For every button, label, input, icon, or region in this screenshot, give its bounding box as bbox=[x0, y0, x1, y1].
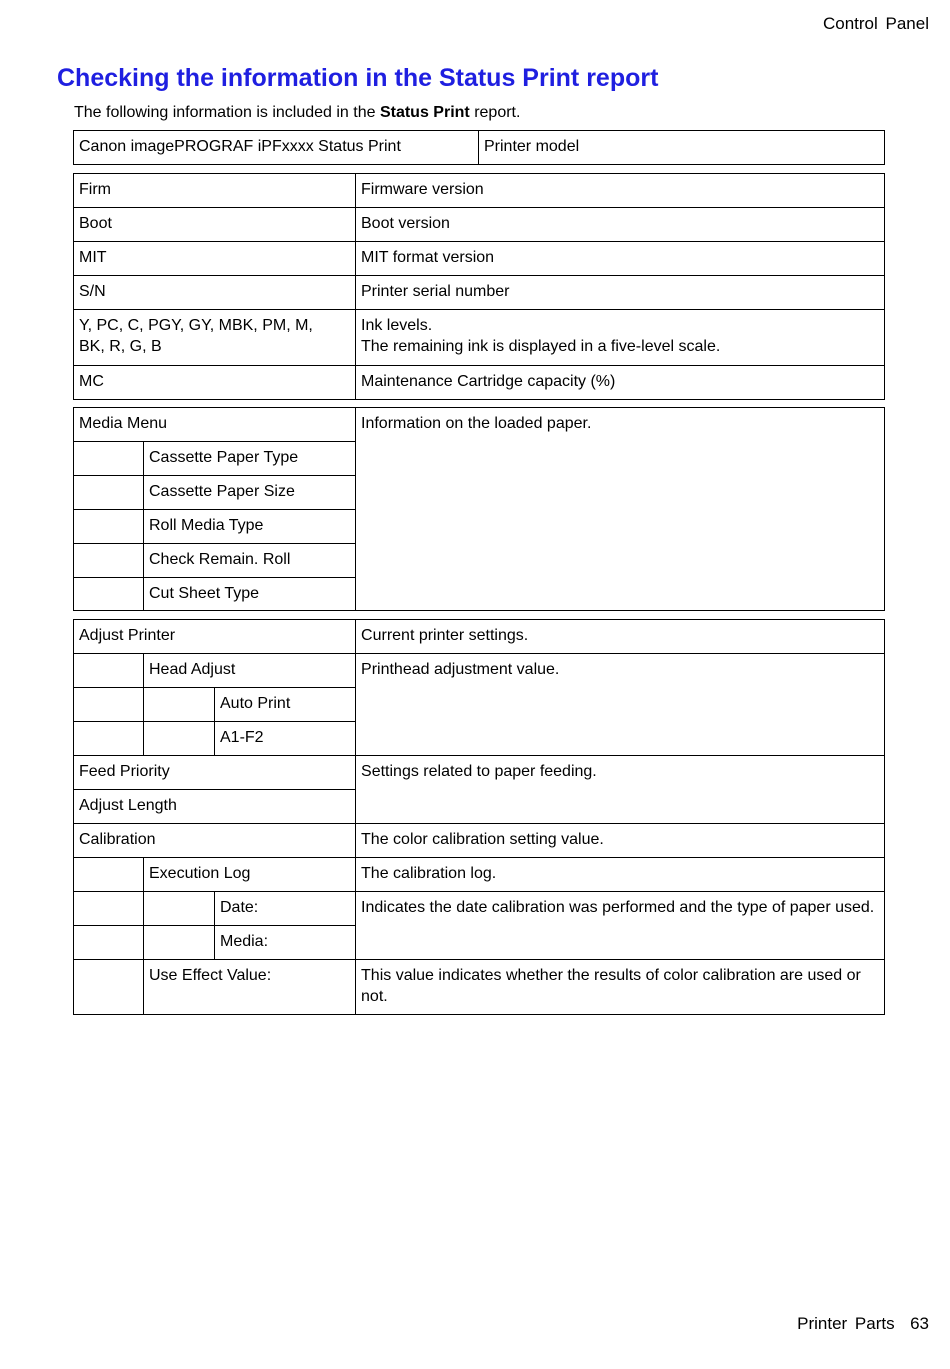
table-cell-label: Boot bbox=[74, 208, 356, 242]
indent-cell bbox=[74, 688, 144, 722]
indent-cell bbox=[144, 688, 215, 722]
table-cell-label: Y, PC, C, PGY, GY, MBK, PM, M, BK, R, G, B bbox=[74, 310, 356, 366]
media-table bbox=[73, 407, 885, 611]
model-table bbox=[73, 130, 885, 165]
calibration-desc: The color calibration setting value. bbox=[356, 824, 885, 858]
indent-cell bbox=[74, 960, 144, 1015]
model-label: Canon imagePROGRAF iPFxxxx Status Print bbox=[74, 131, 479, 165]
indent-cell bbox=[144, 722, 215, 756]
adjust-printer-desc: Current printer settings. bbox=[356, 620, 885, 654]
table-cell-label: MC bbox=[74, 366, 356, 400]
intro-text-before: The following information is included in the bbox=[74, 104, 380, 121]
indent-cell bbox=[74, 544, 144, 578]
adjust-table bbox=[73, 619, 885, 1015]
feed-priority-desc: Settings related to paper feeding. bbox=[356, 756, 885, 824]
calibration-label: Calibration bbox=[74, 824, 356, 858]
media-item: Cassette Paper Size bbox=[144, 476, 356, 510]
indent-cell bbox=[74, 858, 144, 892]
running-header: Control Panel bbox=[822, 14, 929, 33]
date-desc: Indicates the date calibration was performed and the type of paper used. bbox=[356, 892, 885, 960]
adjust-length-label: Adjust Length bbox=[74, 790, 356, 824]
model-desc: Printer model bbox=[479, 131, 885, 165]
media-menu-desc: Information on the loaded paper. bbox=[356, 408, 885, 611]
media-item: Roll Media Type bbox=[144, 510, 356, 544]
a1-f2-label: A1-F2 bbox=[215, 722, 356, 756]
version-table bbox=[73, 173, 885, 400]
adjust-printer-label: Adjust Printer bbox=[74, 620, 356, 654]
table-cell-desc: MIT format version bbox=[356, 242, 885, 276]
footer-section: Printer Parts bbox=[797, 1314, 895, 1333]
indent-cell bbox=[144, 926, 215, 960]
indent-cell bbox=[74, 510, 144, 544]
media-label: Media: bbox=[215, 926, 356, 960]
table-cell-desc: Firmware version bbox=[356, 174, 885, 208]
page-footer bbox=[797, 1314, 929, 1334]
page-number: 63 bbox=[910, 1314, 929, 1333]
use-effect-label: Use Effect Value: bbox=[144, 960, 356, 1015]
feed-priority-label: Feed Priority bbox=[74, 756, 356, 790]
indent-cell bbox=[74, 476, 144, 510]
table-cell-label: Firm bbox=[74, 174, 356, 208]
date-label: Date: bbox=[215, 892, 356, 926]
indent-cell bbox=[74, 654, 144, 688]
indent-cell bbox=[74, 442, 144, 476]
indent-cell bbox=[144, 892, 215, 926]
table-cell-desc: Ink levels. The remaining ink is displayed in a five-level scale. bbox=[356, 310, 885, 366]
head-adjust-label: Head Adjust bbox=[144, 654, 356, 688]
media-item: Cut Sheet Type bbox=[144, 578, 356, 611]
auto-print-label: Auto Print bbox=[215, 688, 356, 722]
table-cell-desc: Maintenance Cartridge capacity (%) bbox=[356, 366, 885, 400]
intro-text-bold: Status Print bbox=[379, 104, 470, 121]
indent-cell bbox=[74, 578, 144, 611]
media-menu-label: Media Menu bbox=[74, 408, 356, 442]
table-cell-desc: Printer serial number bbox=[356, 276, 885, 310]
use-effect-desc: This value indicates whether the results of color calibration are used or not. bbox=[356, 960, 885, 1015]
intro-text-after: report. bbox=[469, 104, 521, 121]
media-item: Check Remain. Roll bbox=[144, 544, 356, 578]
table-cell-label: S/N bbox=[74, 276, 356, 310]
intro-paragraph bbox=[74, 104, 520, 122]
execution-log-label: Execution Log bbox=[144, 858, 356, 892]
table-cell-desc: Boot version bbox=[356, 208, 885, 242]
indent-cell bbox=[74, 892, 144, 926]
execution-log-desc: The calibration log. bbox=[356, 858, 885, 892]
table-cell-label: MIT bbox=[74, 242, 356, 276]
media-item: Cassette Paper Type bbox=[144, 442, 356, 476]
page-title: Checking the information in the Status Print report bbox=[57, 64, 659, 92]
indent-cell bbox=[74, 926, 144, 960]
head-adjust-desc: Printhead adjustment value. bbox=[356, 654, 885, 756]
indent-cell bbox=[74, 722, 144, 756]
